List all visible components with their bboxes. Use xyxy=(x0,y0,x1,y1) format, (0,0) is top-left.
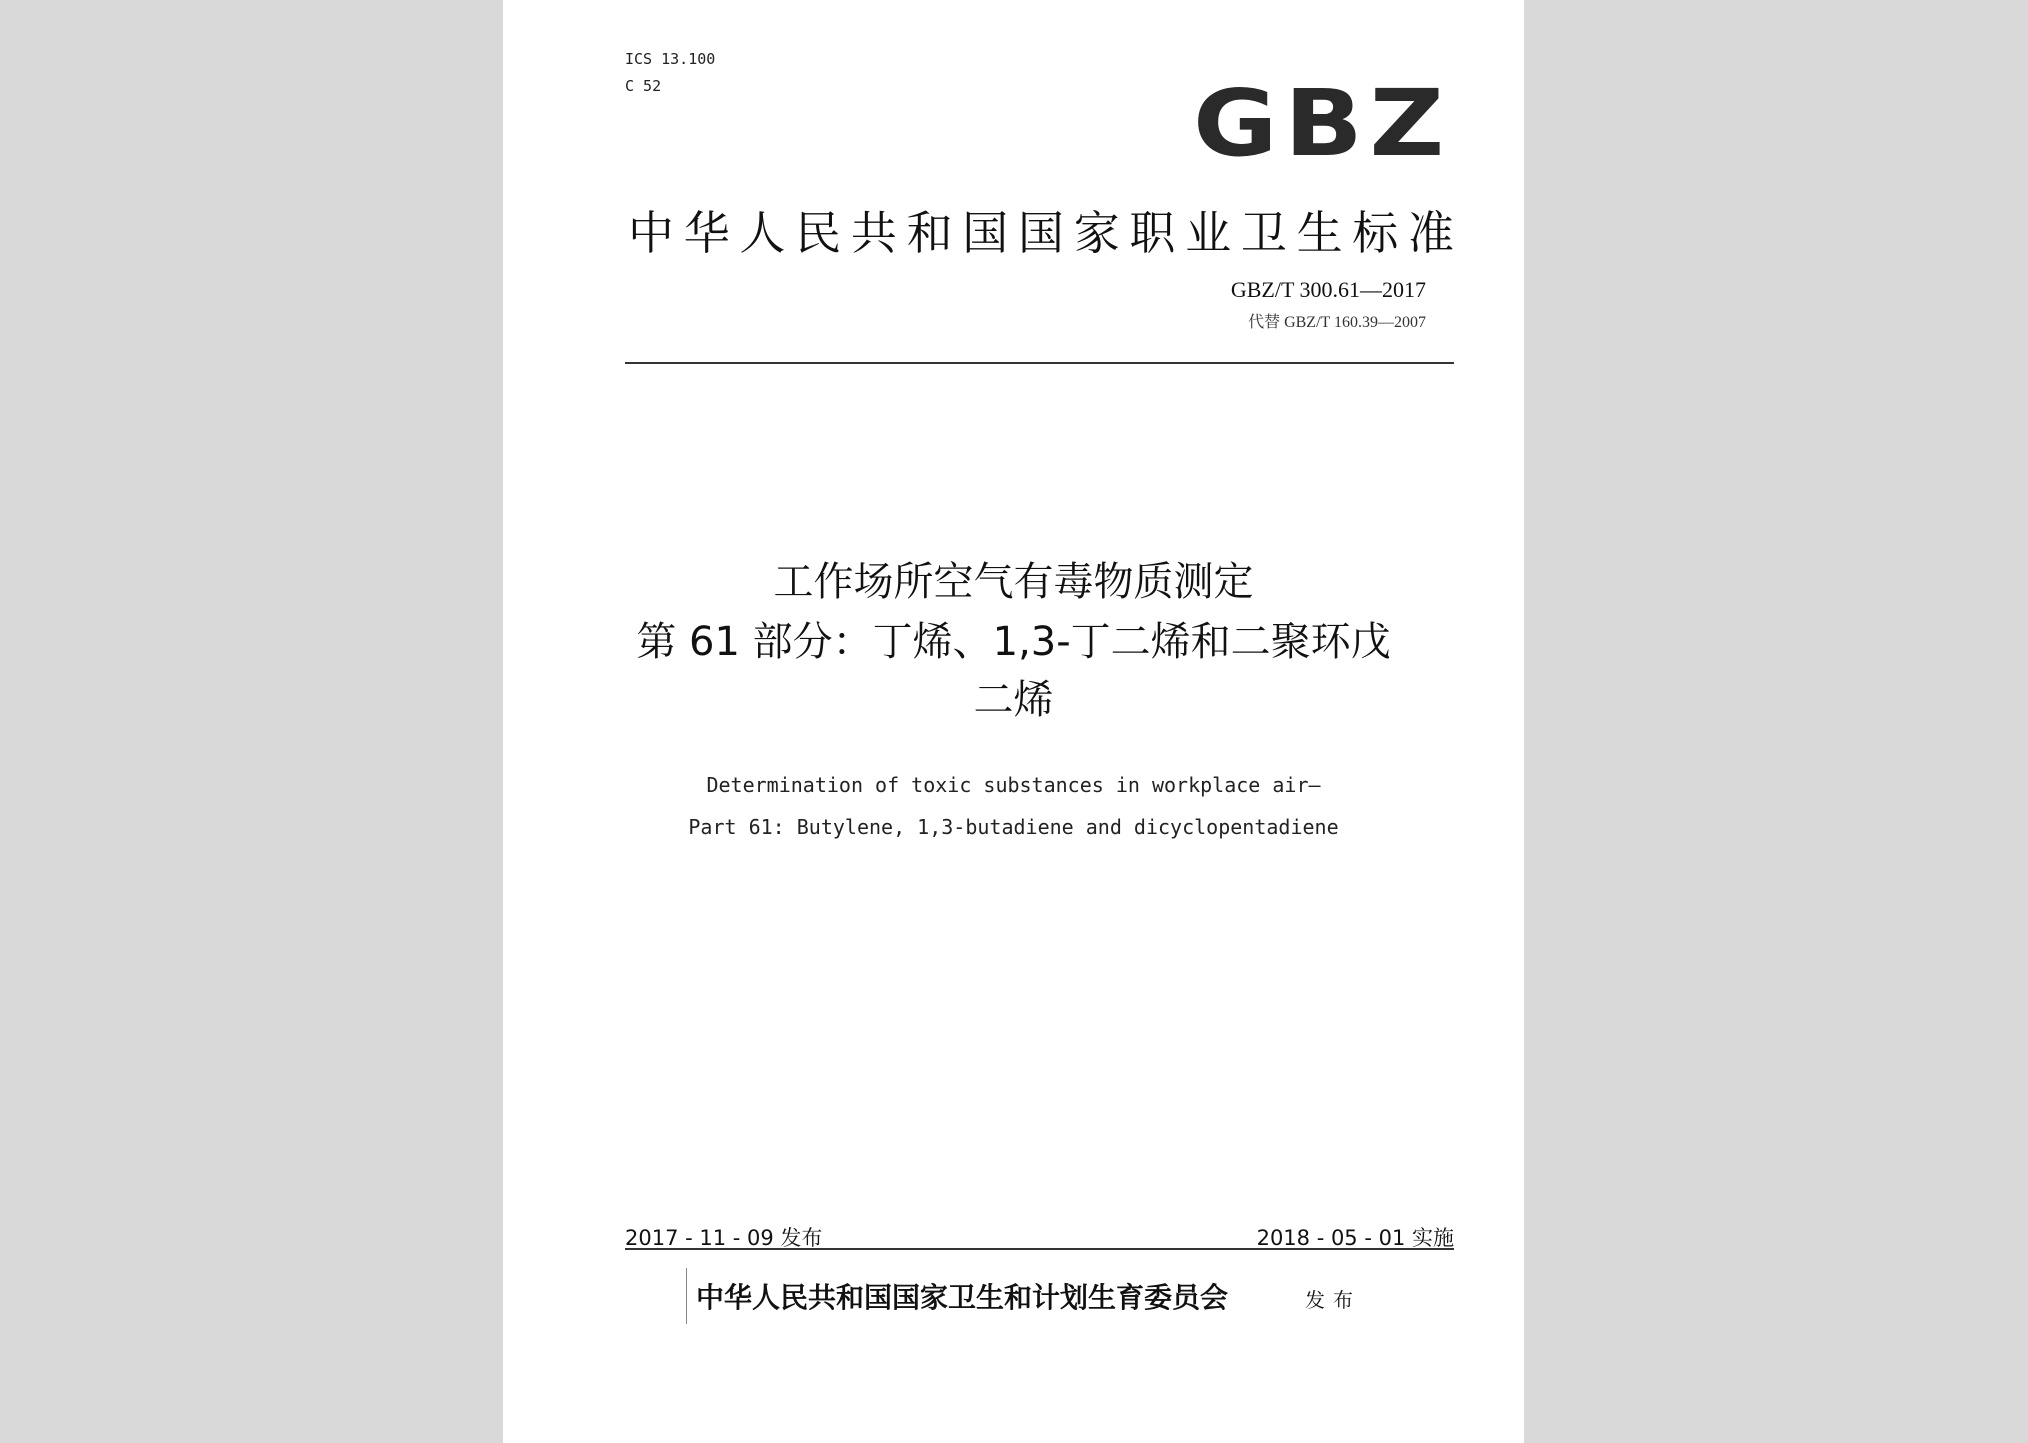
title-cn-line1: 工作场所空气有毒物质测定 xyxy=(773,559,1254,605)
top-divider xyxy=(625,362,1454,364)
issue-date: 2017 - 11 - 09 发布 xyxy=(625,1226,823,1250)
ics-code: ICS 13.100 xyxy=(625,50,716,68)
bottom-divider xyxy=(625,1248,1454,1250)
gbz-logo: GBZ xyxy=(1193,70,1452,177)
issuer-action: 发布 xyxy=(1305,1288,1361,1312)
title-cn-line3: 二烯 xyxy=(973,677,1054,723)
title-en-line1: Determination of toxic substances in workplace air— xyxy=(706,773,1321,797)
standard-number: GBZ/T 300.61—2017 xyxy=(1230,277,1426,302)
title-cn-line2: 第 61 部分：丁烯、1,3-丁二烯和二聚环戊 xyxy=(636,619,1391,665)
title-en-line2: Part 61: Butylene, 1,3-butadiene and dicyclopentadiene xyxy=(688,815,1339,839)
vertical-divider xyxy=(686,1268,687,1324)
issuing-authority: 中华人民共和国国家卫生和计划生育委员会 xyxy=(696,1281,1229,1314)
standard-cover-page xyxy=(503,0,1524,1443)
implementation-date: 2018 - 05 - 01 实施 xyxy=(1256,1226,1454,1250)
replaces-standard: 代替 GBZ/T 160.39—2007 xyxy=(1248,314,1426,331)
ccs-code: C 52 xyxy=(625,77,662,95)
standard-type-heading: 中华人民共和国国家职业卫生标准 xyxy=(628,206,1456,260)
